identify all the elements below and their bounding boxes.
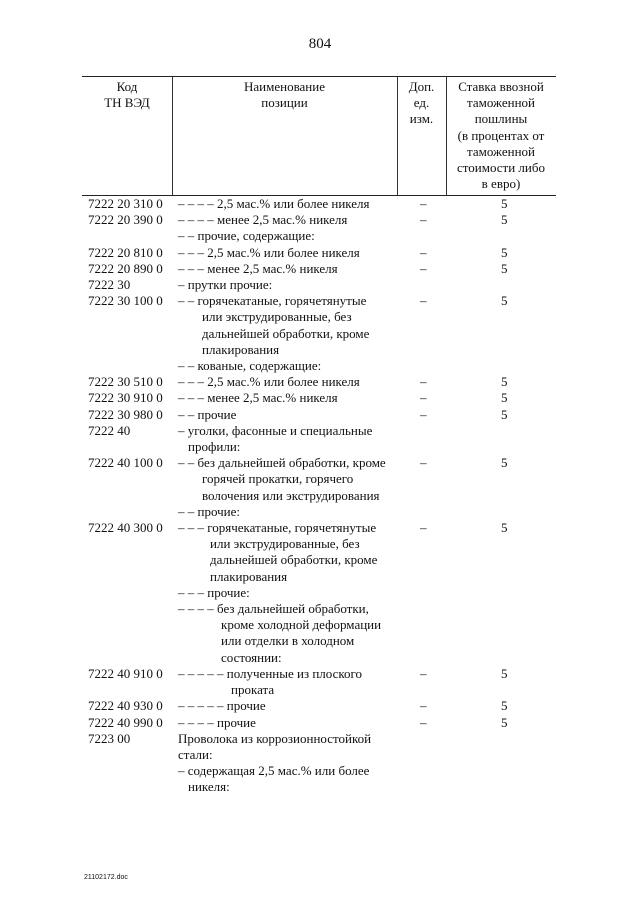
table-row <box>0 455 640 504</box>
table-row <box>0 601 640 666</box>
description-line: плакирования <box>202 341 280 357</box>
unit-value: – <box>420 244 427 260</box>
description-line: – – – менее 2,5 мас.% никеля <box>178 390 338 406</box>
description-line: состоянии: <box>221 649 282 665</box>
header-line: (в процентах от <box>457 127 545 143</box>
item-description <box>178 277 398 293</box>
header-line: таможенной <box>467 95 535 111</box>
header-code <box>82 79 172 111</box>
description-line: – – – – без дальнейшей обработки, <box>178 601 369 617</box>
table-row <box>0 666 640 698</box>
item-description <box>178 358 398 374</box>
table-row <box>0 245 640 261</box>
table-header <box>82 76 556 196</box>
item-description <box>178 212 398 228</box>
description-line: – – – менее 2,5 мас.% никеля <box>178 260 338 276</box>
hs-code: 7222 30 910 0 <box>88 390 163 406</box>
item-description <box>178 504 398 520</box>
description-line: – – – прочие: <box>178 584 250 600</box>
item-description <box>178 520 398 585</box>
duty-rate: 5 <box>501 374 508 390</box>
duty-rate: 5 <box>501 244 508 260</box>
header-line: ед. <box>413 95 430 111</box>
table-row <box>0 374 640 390</box>
unit-value: – <box>420 698 427 714</box>
description-line: – прутки прочие: <box>178 277 273 293</box>
description-line: – – прочие, содержащие: <box>178 228 315 244</box>
hs-code: 7222 30 510 0 <box>88 374 163 390</box>
table-row <box>0 277 640 293</box>
description-line: дальнейшей обработки, кроме <box>202 325 370 341</box>
hs-code: 7222 20 310 0 <box>88 196 163 211</box>
header-line: Наименование <box>244 79 325 94</box>
table-row <box>0 731 640 763</box>
unit-value: – <box>420 196 427 211</box>
description-line: – – кованые, содержащие: <box>178 358 322 374</box>
table-row <box>0 228 640 244</box>
item-description <box>178 245 398 261</box>
description-line: Проволока из коррозионностойкой <box>178 730 372 746</box>
description-line: дальнейшей обработки, кроме <box>210 552 378 568</box>
header-line: ТН ВЭД <box>104 95 150 111</box>
unit-value: – <box>420 665 427 681</box>
description-line: – – – – прочие <box>178 714 256 730</box>
description-line: – – – горячекатаные, горячетянутые <box>178 520 377 536</box>
hs-code: 7222 40 930 0 <box>88 698 163 714</box>
table-row <box>0 261 640 277</box>
description-line: кроме холодной деформации <box>221 617 382 633</box>
hs-code: 7222 40 990 0 <box>88 714 163 730</box>
table-row <box>0 293 640 358</box>
description-line: – – – – – прочие <box>178 698 266 714</box>
header-unit <box>397 79 446 128</box>
table-row <box>0 212 640 228</box>
unit-value: – <box>420 374 427 390</box>
table-row <box>0 407 640 423</box>
hs-code: 7222 30 980 0 <box>88 406 163 422</box>
item-description <box>178 455 398 504</box>
item-description <box>178 407 398 423</box>
page-number: 804 <box>308 36 332 52</box>
description-line: проката <box>231 682 275 698</box>
header-line: пошлины <box>474 111 528 127</box>
hs-code: 7222 40 910 0 <box>88 665 163 681</box>
unit-value: – <box>420 714 427 730</box>
table-row <box>0 390 640 406</box>
description-line: – – – – менее 2,5 мас.% никеля <box>178 212 348 228</box>
header-line: Код <box>116 79 138 94</box>
duty-rate: 5 <box>501 520 508 536</box>
duty-rate: 5 <box>501 665 508 681</box>
header-line: позиции <box>261 95 308 111</box>
header-line: таможенной <box>467 143 535 159</box>
item-description <box>178 228 398 244</box>
description-line: – содержащая 2,5 мас.% или более <box>178 763 370 779</box>
duty-rate: 5 <box>501 714 508 730</box>
hs-code: 7222 30 <box>88 277 131 293</box>
item-description <box>178 715 398 731</box>
duty-rate: 5 <box>501 293 508 309</box>
item-description <box>178 196 398 212</box>
hs-code: 7222 30 100 0 <box>88 293 163 309</box>
description-line: – уголки, фасонные и специальные <box>178 422 373 438</box>
description-line: плакирования <box>210 568 288 584</box>
header-line: Доп. <box>408 79 435 94</box>
description-line: или экструдированные, без <box>210 536 360 552</box>
item-description <box>178 390 398 406</box>
duty-rate: 5 <box>501 212 508 228</box>
description-line: волочения или экструдирования <box>202 487 380 503</box>
table-row <box>0 358 640 374</box>
table-row <box>0 196 640 212</box>
header-line: изм. <box>409 111 434 127</box>
description-line: стали: <box>178 746 213 762</box>
description-line: – – – – – полученные из плоского <box>178 665 363 681</box>
header-name <box>172 79 397 111</box>
item-description <box>178 374 398 390</box>
table-row <box>0 504 640 520</box>
unit-value: – <box>420 390 427 406</box>
unit-value: – <box>420 455 427 471</box>
unit-value: – <box>420 520 427 536</box>
duty-rate: 5 <box>501 390 508 406</box>
item-description <box>178 585 398 601</box>
header-line: Ставка ввозной <box>458 79 544 94</box>
table-row <box>0 423 640 455</box>
table-row <box>0 715 640 731</box>
table-row <box>0 520 640 585</box>
header-line: в евро) <box>481 176 521 192</box>
description-line: – – горячекатаные, горячетянутые <box>178 293 367 309</box>
duty-rate: 5 <box>501 196 508 211</box>
description-line: – – – 2,5 мас.% или более никеля <box>178 244 360 260</box>
table-row <box>0 763 640 795</box>
table-row <box>0 698 640 714</box>
description-line: никеля: <box>188 779 230 795</box>
header-line: стоимости либо <box>456 160 545 176</box>
item-description <box>178 731 398 763</box>
hs-code: 7222 40 300 0 <box>88 520 163 536</box>
description-line: – – прочие <box>178 406 237 422</box>
duty-rate: 5 <box>501 455 508 471</box>
item-description <box>178 698 398 714</box>
hs-code: 7222 40 100 0 <box>88 455 163 471</box>
item-description <box>178 261 398 277</box>
hs-code: 7222 40 <box>88 422 131 438</box>
description-line: горячей прокатки, горячего <box>202 471 354 487</box>
unit-value: – <box>420 260 427 276</box>
duty-rate: 5 <box>501 260 508 276</box>
description-line: – – – 2,5 мас.% или более никеля <box>178 374 360 390</box>
hs-code: 7222 20 390 0 <box>88 212 163 228</box>
item-description <box>178 666 398 698</box>
item-description <box>178 423 398 455</box>
description-line: или экструдированные, без <box>202 309 352 325</box>
unit-value: – <box>420 212 427 228</box>
item-description <box>178 763 398 795</box>
hs-code: 7223 00 <box>88 730 131 746</box>
header-rate <box>446 79 556 192</box>
description-line: профили: <box>188 439 241 455</box>
footer-filename: 21102172.doc <box>84 874 128 881</box>
description-line: – – без дальнейшей обработки, кроме <box>178 455 386 471</box>
duty-rate: 5 <box>501 406 508 422</box>
table-row <box>0 585 640 601</box>
description-line: – – прочие: <box>178 503 240 519</box>
item-description <box>178 601 398 666</box>
description-line: – – – – 2,5 мас.% или более никеля <box>178 196 370 211</box>
unit-value: – <box>420 406 427 422</box>
table-body <box>0 196 640 796</box>
hs-code: 7222 20 890 0 <box>88 260 163 276</box>
item-description <box>178 293 398 358</box>
duty-rate: 5 <box>501 698 508 714</box>
unit-value: – <box>420 293 427 309</box>
hs-code: 7222 20 810 0 <box>88 244 163 260</box>
description-line: или отделки в холодном <box>221 633 355 649</box>
